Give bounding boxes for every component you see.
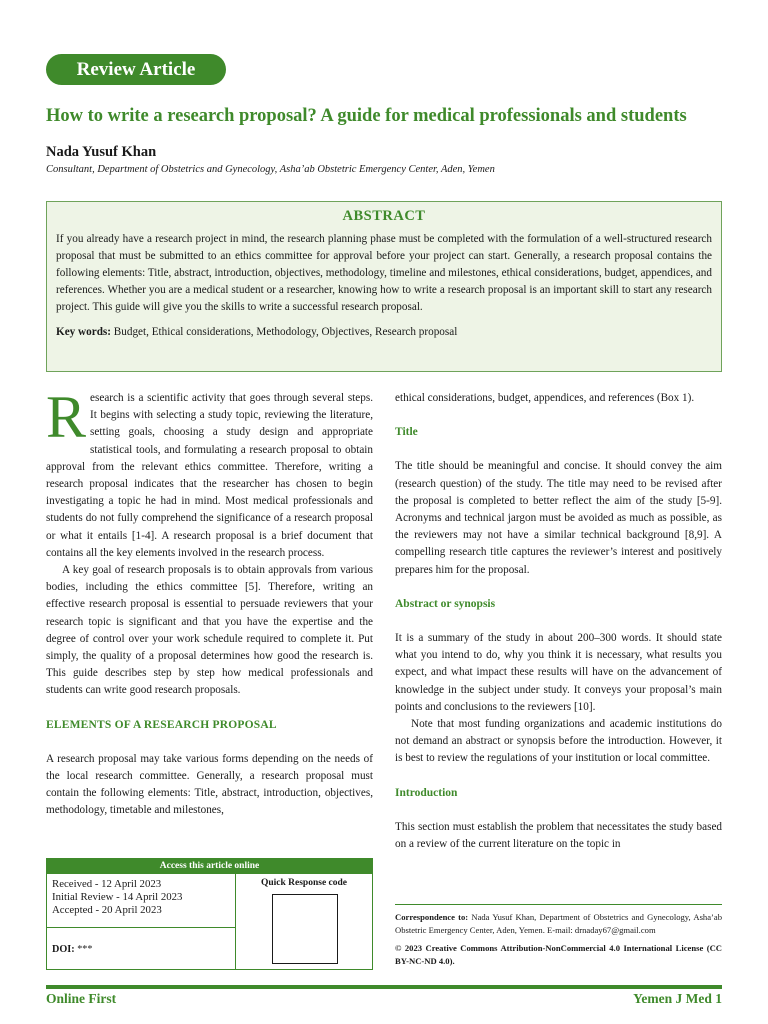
access-heading: Access this article online	[47, 859, 372, 874]
section-heading-introduction: Introduction	[395, 786, 458, 799]
intro-paragraph-text: esearch is a scientific activity that goes through several steps. It begins with selecting a study topic, reviewing the literature, setting goals, choosing a study design and appropriate statistical tools, and formulating a research proposal to obtain approval from the relevant ethics committee. Therefore, writing a research proposal indicates that the researcher has chosen to begin investigating a topic he had in mind. Most medical professionals and students do not fully comprehend the significance of a research proposal or what it entails [1-4]. A research proposal is a brief document that contains all the key elements involved in the research process.	[46, 392, 373, 559]
qr-label: Quick Response code	[260, 878, 348, 888]
body-paragraph: It is a summary of the study in about 200–300 words. It should state what you intend to do, why you think it is necessary, what results you expect, and what impact these results will have on the advancement of knowledge in the subject under study. It conveys your proposal’s main points and conclusions to the reviewers [10].	[395, 632, 722, 713]
initial-review-date: Initial Review - 14 April 2023	[52, 891, 183, 903]
section-heading-elements: ELEMENTS OF A RESEARCH PROPOSAL	[46, 718, 277, 731]
article-dates-panel	[47, 874, 236, 969]
doi-label: DOI:	[52, 944, 75, 955]
section-heading-abstract: Abstract or synopsis	[395, 597, 496, 610]
license-text: © 2023 Creative Commons Attribution-NonCommercial 4.0 International License (CC BY-NC-ND 4.0).	[395, 943, 722, 966]
article-type-badge: Review Article	[46, 54, 226, 85]
body-paragraph: ethical considerations, budget, appendices, and references (Box 1).	[395, 392, 695, 404]
intro-paragraph	[46, 384, 373, 562]
correspondence-text: Nada Yusuf Khan, Department of Obstetrics and Gynecology, Asha’ab Obstetric Emergency Center, Aden, Yemen. E-mail: drnaday67@gmail.com	[395, 912, 723, 935]
right-column	[395, 390, 722, 853]
body-paragraph: This section must establish the problem that necessitates the study based on a review of the current literature on the topic in	[395, 820, 722, 851]
qr-code-placeholder	[272, 894, 338, 964]
doi-value: ***	[77, 944, 93, 955]
qr-panel	[236, 874, 372, 969]
abstract-text: If you already have a research project in mind, the research planning phase must be completed with the formulation of a well-structured research proposal that must be submitted to an ethics committee for approval before your project can start. Generally, a research proposal contains the following elements: Title, abstract, introduction, objectives, methodology, timeline and milestones, ethical considerations, budget, appendices, and references. Whether you are a medical student or a researcher, knowing how to write a research proposal is an important skill to start any research project. This guide will give you the skills to write a successful research proposal.	[56, 233, 712, 313]
body-paragraph: The title should be meaningful and concise. It should convey the aim (research question) of the study. The title may need to be revised after the proposal is completed to better reflect the aim of the study [5-9]. Acronyms and technical jargon must be avoided as much as possible, as the reviewers may not have a similar technical background [8,9]. A compelling research title captures the reviewer’s interest and positively prepares him for the proposal.	[395, 460, 722, 576]
received-date: Received - 12 April 2023	[52, 878, 162, 890]
body-paragraph: A research proposal may take various forms depending on the needs of the local research committee. Generally, a research proposal must contain the following elements: Title, abstract, introduction, objectives, methodology, timetable and milestones,	[46, 752, 373, 817]
access-online-box	[46, 858, 373, 970]
doi-row	[47, 927, 235, 955]
body-paragraph: Note that most funding organizations and academic institutions do not demand an abstract or synopsis before the introduction. However, it is best to review the regulations of your institution or local committee.	[395, 718, 722, 765]
footer-journal-page: Yemen J Med 1	[633, 991, 722, 1006]
body-paragraph: A key goal of research proposals is to obtain approvals from various bodies, including the ethics committee [5]. Therefore, writing an effective research proposal is essential to persuade reviewers that your research topic is significant and that you have the expertise and the degree of control over your work schedule required to complete it. Put simply, the quality of a proposal determines how good the research is. This guide describes step by step how medical professionals and students can write good research proposals.	[46, 564, 373, 697]
author-name: Nada Yusuf Khan	[46, 144, 157, 160]
abstract-box	[46, 201, 722, 372]
drop-cap: R	[46, 384, 87, 450]
accepted-date: Accepted - 20 April 2023	[52, 904, 162, 916]
footer-divider	[46, 985, 722, 989]
correspondence-label: Correspondence to:	[395, 912, 469, 922]
left-column	[46, 384, 373, 820]
footer-online-first: Online First	[46, 991, 117, 1006]
keywords	[56, 324, 712, 340]
section-heading-title: Title	[395, 426, 418, 439]
abstract-heading: ABSTRACT	[342, 208, 426, 224]
author-affiliation: Consultant, Department of Obstetrics and Gynecology, Asha’ab Obstetric Emergency Center, Aden, Yemen	[46, 164, 495, 175]
keywords-list: Budget, Ethical considerations, Methodology, Objectives, Research proposal	[113, 325, 458, 338]
article-title: How to write a research proposal? A guide for medical professionals and students	[46, 106, 687, 126]
keywords-label: Key words:	[56, 325, 111, 338]
correspondence-block	[395, 904, 722, 967]
